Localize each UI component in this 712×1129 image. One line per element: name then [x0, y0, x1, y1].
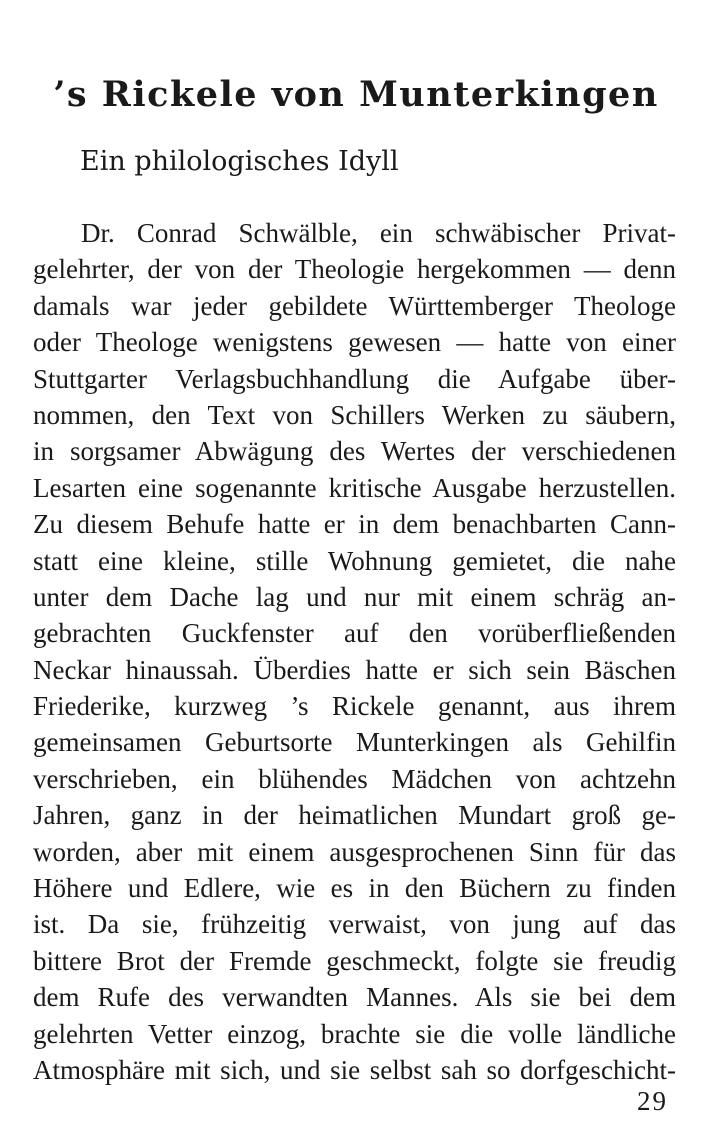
- body-line: statt eine kleine, stille Wohnung gemietet, die nahe: [33, 545, 676, 576]
- chapter-title: ’s Rickele von Munterkingen: [53, 74, 659, 115]
- body-line: bittere Brot der Fremde geschmeckt, folgte sie freudig: [33, 945, 676, 976]
- body-line: nommen, den Text von Schillers Werken zu säubern,: [33, 399, 676, 430]
- body-line: gelehrten Vetter einzog, brachte sie die volle ländliche: [33, 1018, 676, 1049]
- body-line: oder Theologe wenigstens gewesen — hatte von einer: [33, 327, 676, 358]
- body-line: Jahren, ganz in der heimatlichen Mundart groß ge-: [33, 800, 676, 831]
- body-line: Friederike, kurzweg ’s Rickele genannt, aus ihrem: [33, 691, 676, 722]
- body-line: dem Rufe des verwandten Mannes. Als sie bei dem: [33, 982, 676, 1013]
- body-line: worden, aber mit einem ausgesprochenen Sinn für das: [33, 836, 676, 867]
- body-line: Zu diesem Behufe hatte er in dem benachbarten Cann-: [33, 509, 676, 540]
- body-line: gelehrter, der von der Theologie hergekommen — denn: [33, 254, 676, 285]
- chapter-subtitle: Ein philologisches Idyll: [80, 146, 399, 177]
- body-text: [33, 215, 676, 1088]
- page-number: 29: [637, 1086, 668, 1116]
- body-line: Neckar hinaussah. Überdies hatte er sich sein Bäschen: [33, 654, 676, 685]
- body-line: Dr. Conrad Schwälble, ein schwäbischer Privat-: [81, 218, 676, 248]
- body-line: Höhere und Edlere, wie es in den Büchern zu finden: [33, 873, 676, 904]
- body-line: gebrachten Guckfenster auf den vorüberfließenden: [33, 618, 676, 649]
- body-line: Lesarten eine sogenannte kritische Ausgabe herzustellen.: [33, 472, 676, 503]
- body-line: gemeinsamen Geburtsorte Munterkingen als Gehilfin: [33, 727, 676, 758]
- body-line: Stuttgarter Verlagsbuchhandlung die Aufgabe über-: [33, 363, 676, 394]
- body-line: Atmosphäre mit sich, und sie selbst sah so dorfgeschicht-: [33, 1054, 676, 1085]
- body-line: ist. Da sie, frühzeitig verwaist, von jung auf das: [33, 909, 676, 940]
- body-line: unter dem Dache lag und nur mit einem schräg an-: [33, 581, 676, 612]
- body-line: verschrieben, ein blühendes Mädchen von achtzehn: [33, 763, 676, 794]
- body-line: damals war jeder gebildete Württemberger Theologe: [33, 290, 676, 321]
- body-line: in sorgsamer Abwägung des Wertes der verschiedenen: [33, 436, 676, 467]
